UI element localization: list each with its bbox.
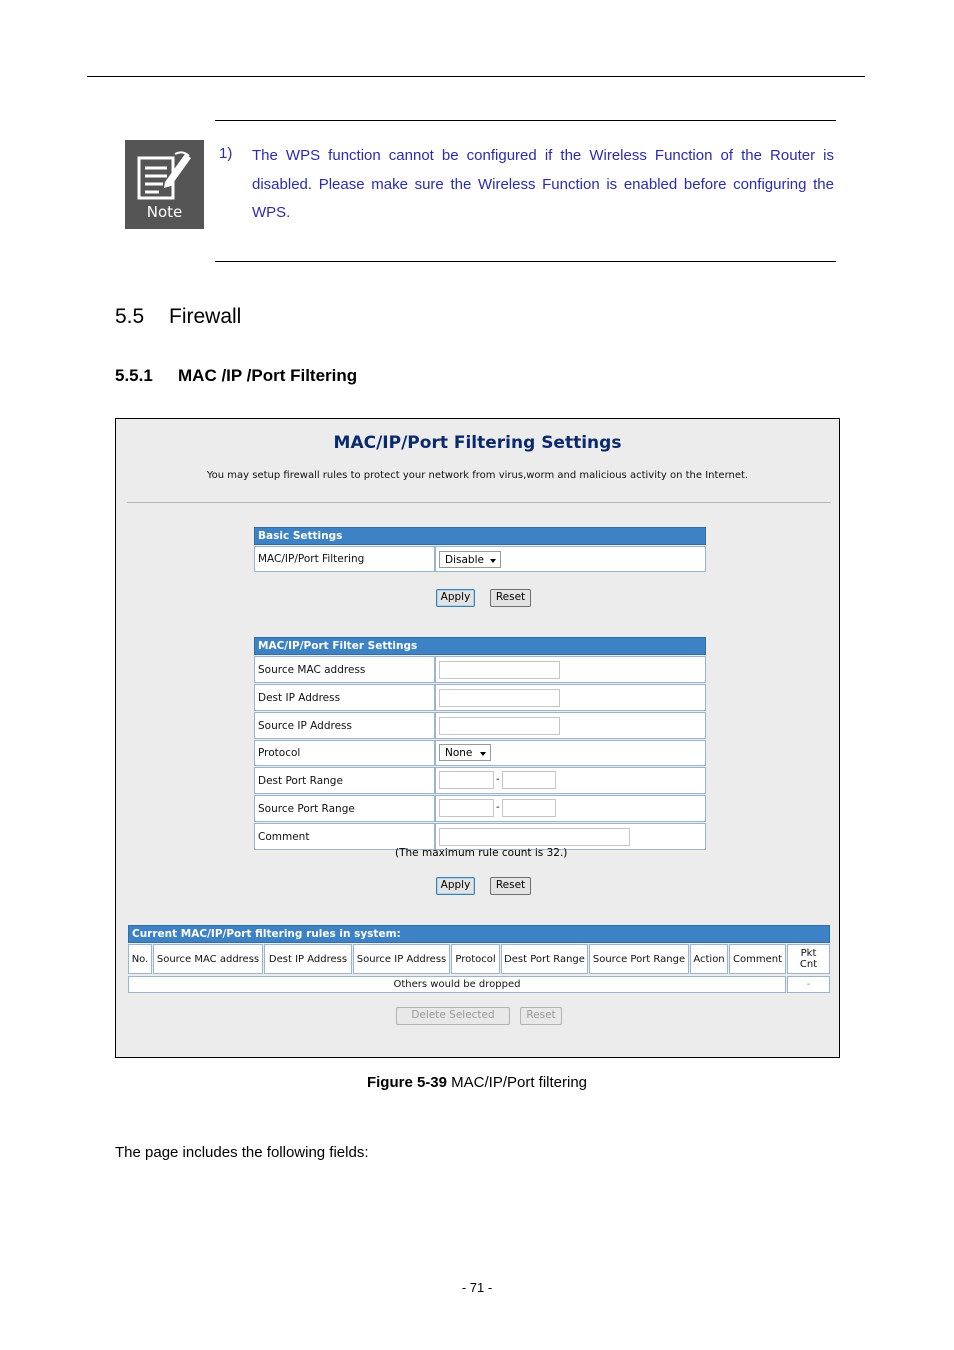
filter-reset-button[interactable]: Reset xyxy=(490,877,531,895)
col-no: No. xyxy=(128,944,152,974)
source-mac-input[interactable] xyxy=(439,661,560,679)
figure-text: MAC/IP/Port filtering xyxy=(446,1074,588,1091)
source-ip-input[interactable] xyxy=(439,717,560,735)
chevron-down-icon xyxy=(480,752,486,756)
col-source-mac: Source MAC address xyxy=(153,944,263,974)
source-port-end-input[interactable] xyxy=(502,799,556,817)
col-dest-port: Dest Port Range xyxy=(501,944,588,974)
source-port-label: Source Port Range xyxy=(254,795,435,822)
page-number: - 71 - xyxy=(461,1280,493,1295)
filtering-select[interactable] xyxy=(439,551,501,568)
note-icon xyxy=(125,140,204,229)
comment-cell xyxy=(435,823,706,850)
comment-input[interactable] xyxy=(439,828,630,846)
delete-selected-button[interactable]: Delete Selected xyxy=(396,1007,510,1025)
others-pkt-cnt: - xyxy=(787,976,830,993)
note-item-number: 1) xyxy=(219,145,233,162)
protocol-label: Protocol xyxy=(254,740,435,766)
router-screenshot xyxy=(115,418,840,1058)
protocol-select-value: None xyxy=(445,746,473,759)
filtering-select-value: Disable xyxy=(445,553,484,566)
notepad-pen-icon xyxy=(135,148,195,204)
comment-row xyxy=(254,823,706,850)
figure-caption xyxy=(0,1074,954,1091)
col-pkt-cnt: Pkt Cnt xyxy=(787,944,830,974)
source-port-start-input[interactable] xyxy=(439,799,494,817)
dest-port-row xyxy=(254,767,706,794)
source-ip-row xyxy=(254,712,706,739)
source-ip-label: Source IP Address xyxy=(254,712,435,739)
subsection-title: MAC /IP /Port Filtering xyxy=(178,366,358,385)
dest-port-start-input[interactable] xyxy=(439,771,494,789)
source-mac-row xyxy=(254,656,706,683)
dest-ip-row xyxy=(254,684,706,711)
col-source-ip: Source IP Address xyxy=(353,944,450,974)
filtering-label: MAC/IP/Port Filtering xyxy=(254,546,435,572)
note-bottom-rule xyxy=(215,261,836,262)
basic-settings-header: Basic Settings xyxy=(254,527,706,545)
rules-reset-button[interactable]: Reset xyxy=(520,1007,562,1025)
section-title: Firewall xyxy=(169,305,242,328)
dest-port-end-input[interactable] xyxy=(502,771,556,789)
filter-settings-header: MAC/IP/Port Filter Settings xyxy=(254,637,706,655)
protocol-select[interactable] xyxy=(439,744,491,761)
body-paragraph: The page includes the following fields: xyxy=(115,1144,369,1161)
filtering-row xyxy=(254,546,706,572)
dest-port-cell xyxy=(435,767,706,794)
chevron-down-icon xyxy=(490,559,496,563)
others-row: Others would be dropped xyxy=(128,976,786,993)
subsection-heading xyxy=(115,366,357,386)
protocol-cell xyxy=(435,740,706,766)
dest-ip-label: Dest IP Address xyxy=(254,684,435,711)
subsection-number: 5.5.1 xyxy=(115,366,153,385)
dest-port-separator: - xyxy=(496,774,500,785)
dest-port-label: Dest Port Range xyxy=(254,767,435,794)
protocol-row xyxy=(254,740,706,766)
section-number: 5.5 xyxy=(115,305,145,328)
basic-reset-button[interactable]: Reset xyxy=(490,589,531,607)
figure-label: Figure 5-39 xyxy=(366,1074,447,1091)
col-protocol: Protocol xyxy=(451,944,500,974)
source-ip-cell xyxy=(435,712,706,739)
source-mac-label: Source MAC address xyxy=(254,656,435,683)
settings-separator xyxy=(127,502,831,503)
note-top-rule xyxy=(215,120,836,121)
col-dest-ip: Dest IP Address xyxy=(264,944,352,974)
comment-label: Comment xyxy=(254,823,435,850)
col-source-port: Source Port Range xyxy=(589,944,689,974)
note-label: Note xyxy=(146,203,183,221)
source-port-row xyxy=(254,795,706,822)
note-text: The WPS function cannot be configured if the Wireless Function of the Router is disabled. Please make sure the Wireless Function is enabled before configuring the WPS. xyxy=(252,147,834,221)
max-rule-note: (The maximum rule count is 32.) xyxy=(395,847,568,859)
page-header-rule xyxy=(87,76,865,77)
settings-title: MAC/IP/Port Filtering Settings xyxy=(333,433,622,453)
source-port-cell xyxy=(435,795,706,822)
source-port-separator: - xyxy=(496,802,500,813)
settings-description: You may setup firewall rules to protect your network from virus,worm and malicious activity on the Internet. xyxy=(206,470,749,481)
basic-apply-button[interactable]: Apply xyxy=(436,589,475,607)
col-comment: Comment xyxy=(729,944,786,974)
source-mac-cell xyxy=(435,656,706,683)
col-action: Action xyxy=(690,944,728,974)
dest-ip-input[interactable] xyxy=(439,689,560,707)
rules-header: Current MAC/IP/Port filtering rules in system: xyxy=(128,925,830,943)
filtering-cell xyxy=(435,546,706,572)
section-heading xyxy=(115,305,241,329)
filter-apply-button[interactable]: Apply xyxy=(436,877,475,895)
dest-ip-cell xyxy=(435,684,706,711)
